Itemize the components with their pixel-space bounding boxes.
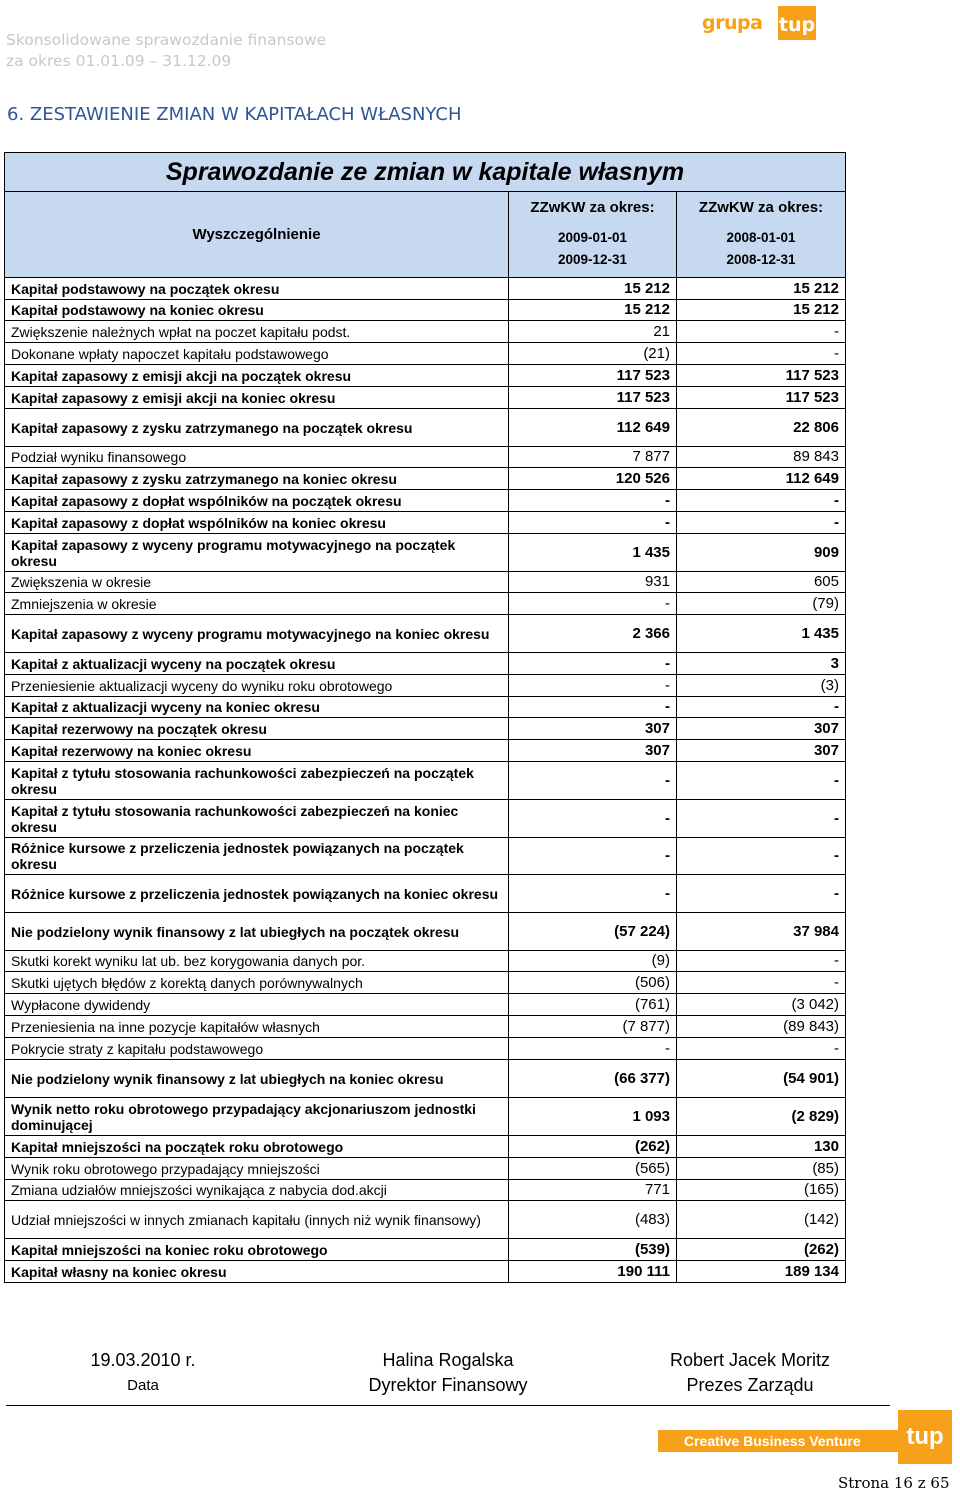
row-label: Skutki korekt wyniku lat ub. bez korygowania danych por. — [5, 951, 509, 972]
grupa-tup-logo — [702, 6, 817, 42]
value-2009: - — [509, 490, 677, 512]
cfo-name: Halina Rogalska — [382, 1350, 514, 1370]
row-label: Skutki ujętych błędów z korektą danych porównywalnych — [5, 972, 509, 994]
value-2008: (79) — [677, 593, 846, 615]
value-2009: 120 526 — [509, 468, 677, 490]
value-2008: - — [677, 875, 846, 913]
value-2009: (565) — [509, 1158, 677, 1180]
value-2009: 21 — [509, 321, 677, 343]
value-2008: 117 523 — [677, 387, 846, 409]
value-2008: 37 984 — [677, 913, 846, 951]
value-2008: (2 829) — [677, 1098, 846, 1136]
value-2008: - — [677, 838, 846, 875]
value-2008: - — [677, 972, 846, 994]
value-2008: (3) — [677, 675, 846, 697]
value-2009: 307 — [509, 718, 677, 740]
value-2008: (262) — [677, 1239, 846, 1261]
row-label: Udział mniejszości w innych zmianach kapitału (innych niż wynik finansowy) — [5, 1201, 509, 1239]
row-label: Przeniesienie aktualizacji wyceny do wyniku roku obrotowego — [5, 675, 509, 697]
value-2009: (7 877) — [509, 1016, 677, 1038]
col1-to: 2009-12-31 — [557, 252, 628, 267]
ceo-name: Robert Jacek Moritz — [669, 1350, 831, 1370]
equity-statement-table — [4, 152, 846, 1283]
value-2008: (142) — [677, 1201, 846, 1239]
value-2009: 7 877 — [509, 447, 677, 468]
document-header — [6, 30, 326, 72]
value-2009: 771 — [509, 1180, 677, 1201]
footer-brand — [658, 1410, 958, 1466]
value-2009: 117 523 — [509, 365, 677, 387]
footer-tup-logo: tup — [898, 1410, 952, 1464]
value-2008: - — [677, 490, 846, 512]
col2-title: ZZwKW za okres: — [698, 199, 824, 216]
value-2009: 1 093 — [509, 1098, 677, 1136]
value-2008: 15 212 — [677, 278, 846, 300]
value-2009: - — [509, 697, 677, 718]
value-2009: 2 366 — [509, 615, 677, 653]
value-2008: - — [677, 343, 846, 365]
value-2009: 112 649 — [509, 409, 677, 447]
value-2009: - — [509, 593, 677, 615]
footer-band-text: Creative Business Venture — [658, 1430, 898, 1452]
row-label: Kapitał podstawowy na początek okresu — [5, 278, 509, 300]
col2-from: 2008-01-01 — [726, 230, 796, 245]
row-label: Wypłacone dywidendy — [5, 994, 509, 1016]
row-label: Kapitał zapasowy z dopłat wspólników na koniec okresu — [5, 512, 509, 534]
row-label: Nie podzielony wynik finansowy z lat ubiegłych na początek okresu — [5, 913, 509, 951]
value-2008: - — [677, 762, 846, 800]
row-label: Kapitał własny na koniec okresu — [5, 1261, 509, 1283]
value-2009: 15 212 — [509, 278, 677, 300]
value-2009: 307 — [509, 740, 677, 762]
value-2009: - — [509, 512, 677, 534]
value-2009: - — [509, 1038, 677, 1060]
row-label: Kapitał z tytułu stosowania rachunkowości zabezpieczeń na początek okresu — [5, 762, 509, 800]
row-label: Kapitał zapasowy z wyceny programu motywacyjnego na początek okresu — [5, 534, 509, 572]
value-2008: 15 212 — [677, 300, 846, 321]
value-2009: - — [509, 762, 677, 800]
value-2008: 307 — [677, 740, 846, 762]
value-2009: 931 — [509, 572, 677, 593]
row-label: Kapitał podstawowy na koniec okresu — [5, 300, 509, 321]
row-label: Kapitał zapasowy z emisji akcji na początek okresu — [5, 365, 509, 387]
row-label: Kapitał zapasowy z emisji akcji na koniec okresu — [5, 387, 509, 409]
value-2009: - — [509, 875, 677, 913]
doc-title: Skonsolidowane sprawozdanie finansowe — [6, 31, 327, 49]
row-label: Podział wyniku finansowego — [5, 447, 509, 468]
doc-period: za okres 01.01.09 – 31.12.09 — [6, 52, 232, 70]
row-label: Różnice kursowe z przeliczenia jednostek powiązanych na początek okresu — [5, 838, 509, 875]
value-2008: 3 — [677, 653, 846, 675]
date-value: 19.03.2010 r. — [90, 1350, 196, 1370]
row-label: Kapitał zapasowy z zysku zatrzymanego na początek okresu — [5, 409, 509, 447]
col1-from: 2009-01-01 — [557, 230, 628, 245]
column-header-2008 — [677, 192, 846, 278]
value-2008: 909 — [677, 534, 846, 572]
column-header-2009 — [509, 192, 677, 278]
col1-title: ZZwKW za okres: — [530, 199, 655, 216]
value-2009: (761) — [509, 994, 677, 1016]
row-label: Kapitał rezerwowy na koniec okresu — [5, 740, 509, 762]
value-2009: - — [509, 838, 677, 875]
value-2008: - — [677, 1038, 846, 1060]
logo-text: grupa — [702, 12, 763, 34]
row-label: Kapitał zapasowy z wyceny programu motywacyjnego na koniec okresu — [5, 615, 509, 653]
row-label: Różnice kursowe z przeliczenia jednostek powiązanych na koniec okresu — [5, 875, 509, 913]
date-label: Data — [127, 1377, 159, 1394]
value-2009: (66 377) — [509, 1060, 677, 1098]
value-2009: - — [509, 800, 677, 838]
row-label: Kapitał z aktualizacji wyceny na początek okresu — [5, 653, 509, 675]
col2-to: 2008-12-31 — [726, 252, 796, 267]
row-label: Kapitał rezerwowy na początek okresu — [5, 718, 509, 740]
row-label: Kapitał z tytułu stosowania rachunkowości zabezpieczeń na koniec okresu — [5, 800, 509, 838]
value-2008: - — [677, 951, 846, 972]
value-2008: - — [677, 697, 846, 718]
page-number: Strona 16 z 65 — [838, 1474, 950, 1492]
row-label: Kapitał zapasowy z dopłat wspólników na początek okresu — [5, 490, 509, 512]
table-caption: Sprawozdanie ze zmian w kapitale własnym — [5, 153, 846, 192]
value-2008: (3 042) — [677, 994, 846, 1016]
value-2008: 1 435 — [677, 615, 846, 653]
value-2008: (165) — [677, 1180, 846, 1201]
value-2008: 189 134 — [677, 1261, 846, 1283]
row-label: Pokrycie straty z kapitału podstawowego — [5, 1038, 509, 1060]
value-2008: 89 843 — [677, 447, 846, 468]
value-2008: 130 — [677, 1136, 846, 1158]
signature-date — [68, 1348, 218, 1398]
signature-cfo — [343, 1348, 553, 1398]
ceo-title: Prezes Zarządu — [686, 1375, 814, 1395]
value-2009: 1 435 — [509, 534, 677, 572]
value-2009: 15 212 — [509, 300, 677, 321]
row-label: Kapitał mniejszości na koniec roku obrotowego — [5, 1239, 509, 1261]
row-label: Kapitał mniejszości na początek roku obrotowego — [5, 1136, 509, 1158]
row-label: Dokonane wpłaty napoczet kapitału podstawowego — [5, 343, 509, 365]
value-2008: 117 523 — [677, 365, 846, 387]
value-2008: 112 649 — [677, 468, 846, 490]
column-header-description: Wyszczególnienie — [5, 192, 509, 278]
row-label: Zmiana udziałów mniejszości wynikająca z nabycia dod.akcji — [5, 1180, 509, 1201]
row-label: Kapitał z aktualizacji wyceny na koniec okresu — [5, 697, 509, 718]
logo-box: tup — [778, 6, 816, 40]
value-2009: - — [509, 653, 677, 675]
value-2009: 190 111 — [509, 1261, 677, 1283]
value-2008: - — [677, 321, 846, 343]
value-2008: (89 843) — [677, 1016, 846, 1038]
value-2009: (21) — [509, 343, 677, 365]
value-2009: 117 523 — [509, 387, 677, 409]
value-2008: 22 806 — [677, 409, 846, 447]
value-2008: - — [677, 800, 846, 838]
value-2008: (85) — [677, 1158, 846, 1180]
value-2008: - — [677, 512, 846, 534]
value-2008: 307 — [677, 718, 846, 740]
row-label: Kapitał zapasowy z zysku zatrzymanego na koniec okresu — [5, 468, 509, 490]
value-2009: (539) — [509, 1239, 677, 1261]
footer-divider — [6, 1405, 890, 1406]
row-label: Zmniejszenia w okresie — [5, 593, 509, 615]
row-label: Zwiększenie należnych wpłat na poczet kapitału podst. — [5, 321, 509, 343]
row-label: Przeniesienia na inne pozycje kapitałów własnych — [5, 1016, 509, 1038]
value-2009: - — [509, 675, 677, 697]
value-2009: (483) — [509, 1201, 677, 1239]
section-title: 6. ZESTAWIENIE ZMIAN W KAPITAŁACH WŁASNYCH — [7, 104, 462, 125]
row-label: Nie podzielony wynik finansowy z lat ubiegłych na koniec okresu — [5, 1060, 509, 1098]
value-2009: (506) — [509, 972, 677, 994]
value-2009: (262) — [509, 1136, 677, 1158]
signature-ceo — [640, 1348, 860, 1398]
row-label: Zwiększenia w okresie — [5, 572, 509, 593]
row-label: Wynik roku obrotowego przypadający mniejszości — [5, 1158, 509, 1180]
value-2009: (9) — [509, 951, 677, 972]
cfo-title: Dyrektor Finansowy — [368, 1375, 528, 1395]
value-2008: 605 — [677, 572, 846, 593]
value-2009: (57 224) — [509, 913, 677, 951]
row-label: Wynik netto roku obrotowego przypadający akcjonariuszom jednostki dominującej — [5, 1098, 509, 1136]
value-2008: (54 901) — [677, 1060, 846, 1098]
